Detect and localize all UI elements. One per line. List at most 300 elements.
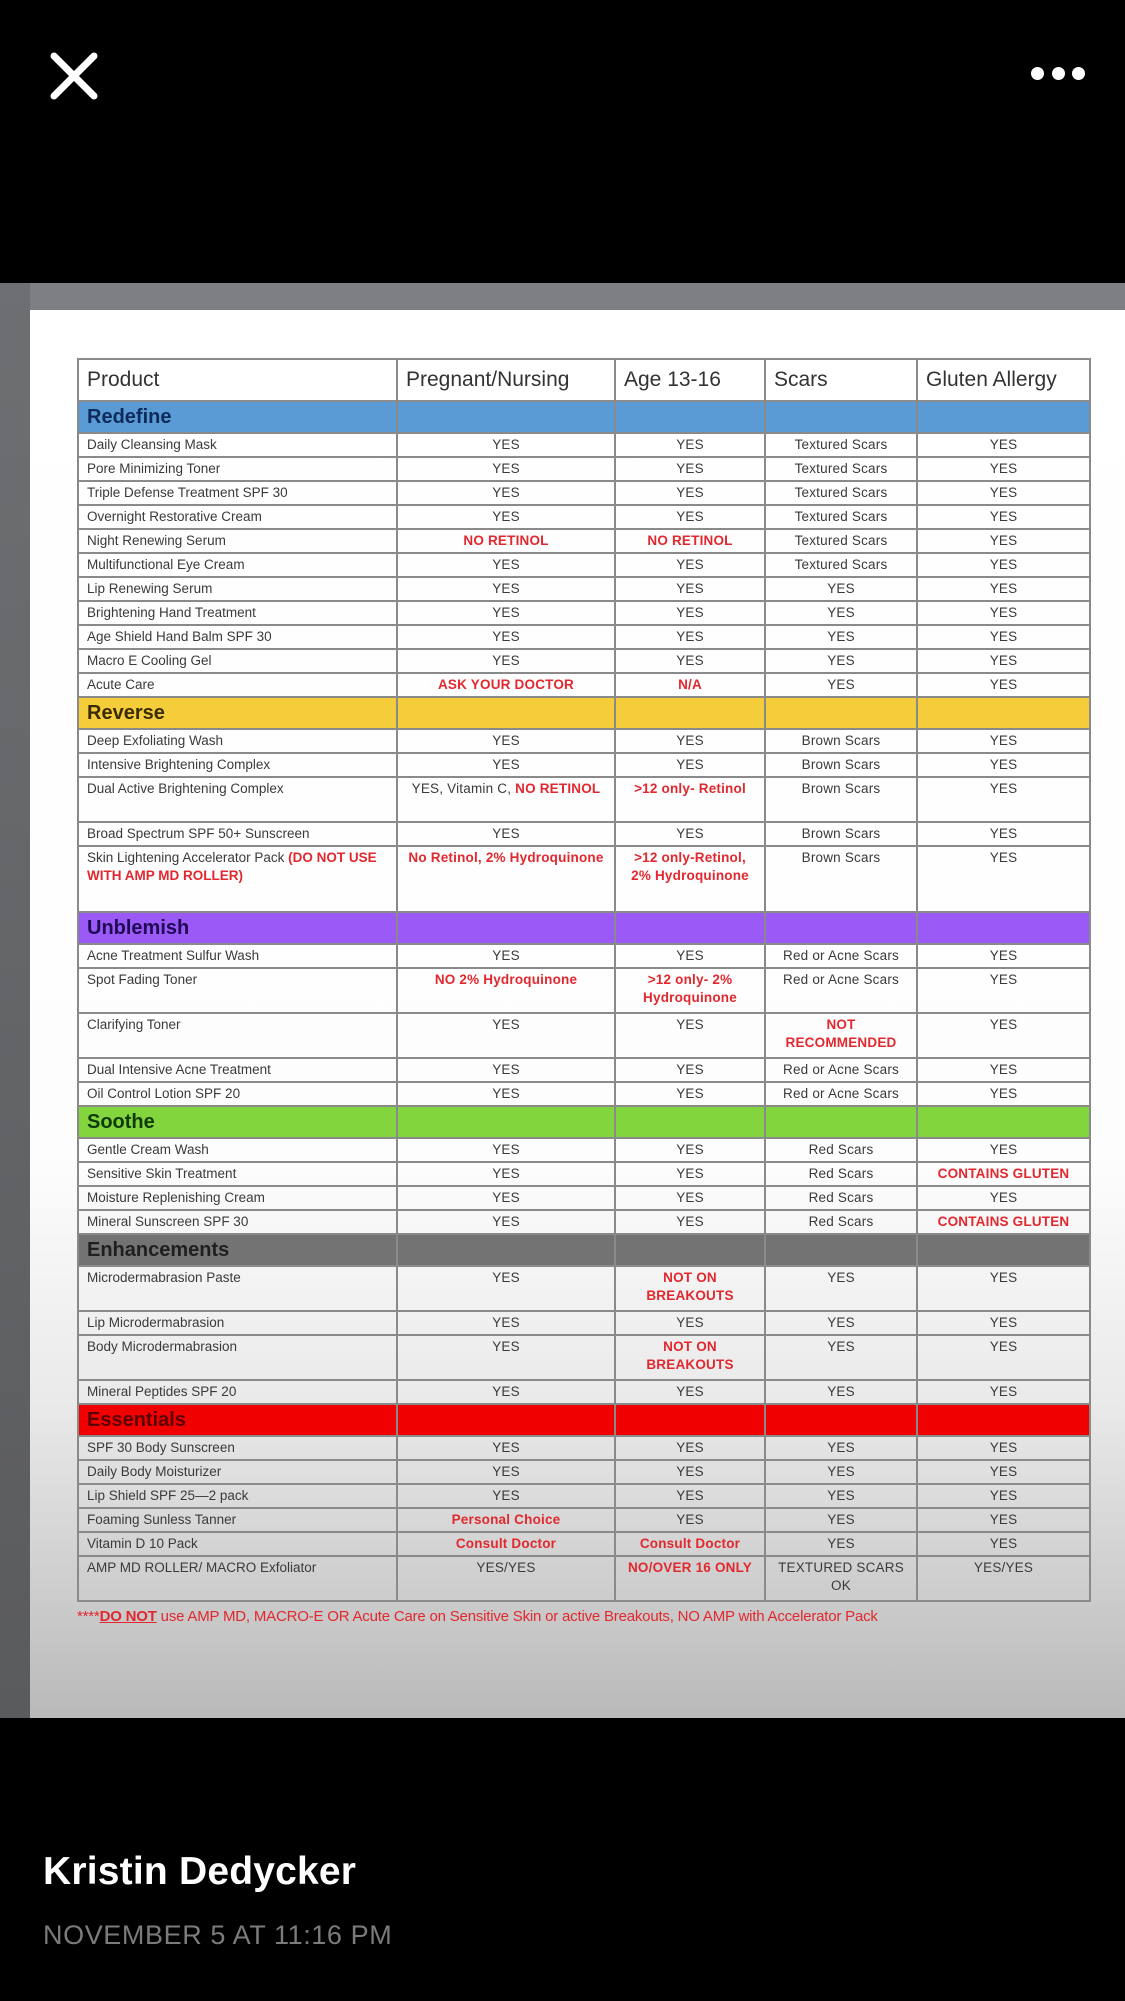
cell-product bbox=[78, 1082, 397, 1106]
section-header-essentials bbox=[78, 1404, 1090, 1436]
cell-age: YES bbox=[615, 577, 765, 601]
section-title: Unblemish bbox=[78, 912, 397, 944]
cell-age: YES bbox=[615, 625, 765, 649]
table-row bbox=[78, 1162, 1090, 1186]
value: YES bbox=[492, 1315, 520, 1330]
value: YES bbox=[492, 629, 520, 644]
cell-gluten-allergy: YES bbox=[917, 1082, 1090, 1106]
product-name: Macro E Cooling Gel bbox=[87, 653, 212, 668]
post-timestamp: NOVEMBER 5 AT 11:16 PM bbox=[43, 1920, 393, 1950]
product-name: Age Shield Hand Balm SPF 30 bbox=[87, 629, 272, 644]
cell-scars: YES bbox=[765, 1532, 917, 1556]
value: NO RETINOL bbox=[515, 781, 601, 796]
cell-gluten-allergy: YES bbox=[917, 553, 1090, 577]
section-fill bbox=[615, 697, 765, 729]
cell-pregnant-nursing bbox=[397, 1532, 615, 1556]
cell-age: >12 only- Retinol bbox=[615, 777, 765, 822]
value: YES bbox=[492, 1086, 520, 1101]
product-name: Daily Body Moisturizer bbox=[87, 1464, 222, 1479]
header-gluten-allergy: Gluten Allergy bbox=[917, 359, 1090, 401]
cell-product bbox=[78, 1484, 397, 1508]
cell-gluten-allergy: YES bbox=[917, 625, 1090, 649]
cell-scars: Textured Scars bbox=[765, 481, 917, 505]
product-name: Daily Cleansing Mask bbox=[87, 437, 217, 452]
cell-age: YES bbox=[615, 457, 765, 481]
section-fill bbox=[397, 1404, 615, 1436]
section-fill bbox=[917, 912, 1090, 944]
table-row bbox=[78, 1556, 1090, 1601]
product-name: Mineral Peptides SPF 20 bbox=[87, 1384, 237, 1399]
cell-age: YES bbox=[615, 553, 765, 577]
cell-scars: YES bbox=[765, 649, 917, 673]
cell-age: YES bbox=[615, 505, 765, 529]
cell-product bbox=[78, 1436, 397, 1460]
table-row bbox=[78, 433, 1090, 457]
cell-pregnant-nursing bbox=[397, 505, 615, 529]
cell-age: YES bbox=[615, 1186, 765, 1210]
cell-age: YES bbox=[615, 1460, 765, 1484]
cell-gluten-allergy: YES bbox=[917, 846, 1090, 912]
section-fill bbox=[397, 697, 615, 729]
value: YES bbox=[492, 1166, 520, 1181]
section-fill bbox=[397, 1106, 615, 1138]
more-horizontal-icon bbox=[1031, 67, 1044, 80]
cell-pregnant-nursing bbox=[397, 553, 615, 577]
product-warning: (DO NOT USE WITH AMP MD ROLLER) bbox=[87, 850, 377, 883]
value: NO RETINOL bbox=[463, 533, 549, 548]
cell-scars: YES bbox=[765, 1460, 917, 1484]
cell-scars: Brown Scars bbox=[765, 846, 917, 912]
product-name: Intensive Brightening Complex bbox=[87, 757, 271, 772]
cell-pregnant-nursing bbox=[397, 1210, 615, 1234]
product-name: Lip Renewing Serum bbox=[87, 581, 213, 596]
table-body bbox=[78, 401, 1090, 1601]
cell-age: >12 only- 2% Hydroquinone bbox=[615, 968, 765, 1013]
cell-gluten-allergy: YES bbox=[917, 601, 1090, 625]
post-caption bbox=[43, 1850, 392, 1951]
cell-product bbox=[78, 1210, 397, 1234]
table-row bbox=[78, 753, 1090, 777]
value: YES bbox=[492, 1142, 520, 1157]
product-name: Skin Lightening Accelerator Pack bbox=[87, 850, 289, 865]
cell-age: YES bbox=[615, 1013, 765, 1058]
cell-scars: Red or Acne Scars bbox=[765, 944, 917, 968]
cell-product bbox=[78, 1508, 397, 1532]
cell-pregnant-nursing bbox=[397, 968, 615, 1013]
cell-gluten-allergy: YES bbox=[917, 577, 1090, 601]
cell-product bbox=[78, 753, 397, 777]
cell-product bbox=[78, 1311, 397, 1335]
table-row bbox=[78, 1138, 1090, 1162]
cell-product bbox=[78, 529, 397, 553]
table-row bbox=[78, 1013, 1090, 1058]
cell-gluten-allergy: YES bbox=[917, 753, 1090, 777]
photo-image[interactable] bbox=[0, 283, 1125, 1718]
table-row bbox=[78, 1082, 1090, 1106]
cell-scars: YES bbox=[765, 1484, 917, 1508]
cell-gluten-allergy: YES bbox=[917, 1380, 1090, 1404]
cell-pregnant-nursing bbox=[397, 1311, 615, 1335]
footnote-text: use AMP MD, MACRO-E OR Acute Care on Sensitive Skin or active Breakouts, NO AMP with Accelerator Pack bbox=[156, 1608, 878, 1625]
value: YES bbox=[492, 509, 520, 524]
cell-pregnant-nursing bbox=[397, 944, 615, 968]
table-row bbox=[78, 601, 1090, 625]
value: YES/YES bbox=[476, 1560, 536, 1575]
cell-product bbox=[78, 577, 397, 601]
value: YES bbox=[492, 757, 520, 772]
cell-pregnant-nursing bbox=[397, 1082, 615, 1106]
cell-product bbox=[78, 968, 397, 1013]
table-row bbox=[78, 577, 1090, 601]
cell-scars: Red Scars bbox=[765, 1138, 917, 1162]
table-row bbox=[78, 729, 1090, 753]
section-title: Redefine bbox=[78, 401, 397, 433]
section-fill bbox=[917, 401, 1090, 433]
cell-pregnant-nursing bbox=[397, 625, 615, 649]
cell-product bbox=[78, 777, 397, 822]
value: YES bbox=[492, 1190, 520, 1205]
cell-scars: Red or Acne Scars bbox=[765, 1058, 917, 1082]
cell-age: YES bbox=[615, 601, 765, 625]
value: YES bbox=[492, 485, 520, 500]
cell-gluten-allergy: YES bbox=[917, 1460, 1090, 1484]
cell-age: YES bbox=[615, 1138, 765, 1162]
product-name: Moisture Replenishing Cream bbox=[87, 1190, 265, 1205]
table-row bbox=[78, 673, 1090, 697]
cell-pregnant-nursing bbox=[397, 673, 615, 697]
value: YES bbox=[492, 1214, 520, 1229]
table-row bbox=[78, 1460, 1090, 1484]
value: YES bbox=[492, 1440, 520, 1455]
table-row bbox=[78, 1508, 1090, 1532]
cell-gluten-allergy: YES bbox=[917, 673, 1090, 697]
cell-product bbox=[78, 1460, 397, 1484]
section-fill bbox=[917, 1404, 1090, 1436]
section-title: Reverse bbox=[78, 697, 397, 729]
cell-pregnant-nursing bbox=[397, 846, 615, 912]
section-fill bbox=[765, 1234, 917, 1266]
cell-scars: Textured Scars bbox=[765, 553, 917, 577]
table-row bbox=[78, 625, 1090, 649]
section-fill bbox=[397, 912, 615, 944]
cell-product bbox=[78, 673, 397, 697]
product-name: Broad Spectrum SPF 50+ Sunscreen bbox=[87, 826, 310, 841]
section-fill bbox=[615, 1234, 765, 1266]
cell-gluten-allergy: YES bbox=[917, 1266, 1090, 1311]
product-name: Night Renewing Serum bbox=[87, 533, 226, 548]
cell-pregnant-nursing bbox=[397, 729, 615, 753]
cell-product bbox=[78, 649, 397, 673]
section-fill bbox=[615, 401, 765, 433]
cell-age: N/A bbox=[615, 673, 765, 697]
cell-gluten-allergy: YES/YES bbox=[917, 1556, 1090, 1601]
value: YES bbox=[492, 1488, 520, 1503]
section-title: Enhancements bbox=[78, 1234, 397, 1266]
cell-pregnant-nursing bbox=[397, 1460, 615, 1484]
table-row bbox=[78, 553, 1090, 577]
cell-gluten-allergy: YES bbox=[917, 968, 1090, 1013]
cell-pregnant-nursing bbox=[397, 649, 615, 673]
cell-scars: YES bbox=[765, 625, 917, 649]
cell-gluten-allergy: YES bbox=[917, 777, 1090, 822]
cell-gluten-allergy: YES bbox=[917, 505, 1090, 529]
value: ASK YOUR DOCTOR bbox=[437, 677, 575, 692]
cell-age: NO/OVER 16 ONLY bbox=[615, 1556, 765, 1601]
viewer-top-bar bbox=[0, 0, 1125, 150]
value: YES bbox=[492, 1062, 520, 1077]
cell-gluten-allergy: YES bbox=[917, 1311, 1090, 1335]
cell-age: YES bbox=[615, 1436, 765, 1460]
table-row bbox=[78, 846, 1090, 912]
value: YES bbox=[492, 437, 520, 452]
cell-scars: Brown Scars bbox=[765, 729, 917, 753]
cell-scars: Brown Scars bbox=[765, 777, 917, 822]
header-age: Age 13-16 bbox=[615, 359, 765, 401]
section-header-redefine bbox=[78, 401, 1090, 433]
cell-scars: YES bbox=[765, 1335, 917, 1380]
cell-product bbox=[78, 1013, 397, 1058]
cell-age: YES bbox=[615, 1484, 765, 1508]
table-row bbox=[78, 649, 1090, 673]
value: YES bbox=[492, 653, 520, 668]
cell-scars: Red Scars bbox=[765, 1210, 917, 1234]
cell-product bbox=[78, 729, 397, 753]
product-table bbox=[77, 358, 1091, 1602]
cell-gluten-allergy: YES bbox=[917, 729, 1090, 753]
table-row bbox=[78, 505, 1090, 529]
close-x-icon bbox=[46, 48, 102, 104]
product-compatibility-chart bbox=[77, 358, 1089, 1625]
cell-pregnant-nursing bbox=[397, 1013, 615, 1058]
cell-age: Consult Doctor bbox=[615, 1532, 765, 1556]
cell-gluten-allergy: YES bbox=[917, 1058, 1090, 1082]
section-fill bbox=[397, 401, 615, 433]
cell-product bbox=[78, 457, 397, 481]
cell-gluten-allergy: YES bbox=[917, 1484, 1090, 1508]
product-name: Mineral Sunscreen SPF 30 bbox=[87, 1214, 249, 1229]
table-row bbox=[78, 1335, 1090, 1380]
table-row bbox=[78, 1532, 1090, 1556]
cell-gluten-allergy: YES bbox=[917, 822, 1090, 846]
more-options-button[interactable] bbox=[1031, 58, 1085, 88]
cell-gluten-allergy: YES bbox=[917, 1186, 1090, 1210]
section-fill bbox=[765, 1404, 917, 1436]
table-row bbox=[78, 1380, 1090, 1404]
cell-product bbox=[78, 625, 397, 649]
cell-scars: YES bbox=[765, 1380, 917, 1404]
cell-age: YES bbox=[615, 1082, 765, 1106]
value: YES bbox=[492, 557, 520, 572]
more-dot bbox=[1052, 67, 1065, 80]
cell-scars: Textured Scars bbox=[765, 505, 917, 529]
cell-product bbox=[78, 822, 397, 846]
document-page bbox=[30, 310, 1125, 1718]
cell-product bbox=[78, 1162, 397, 1186]
cell-age: YES bbox=[615, 1210, 765, 1234]
cell-age: YES bbox=[615, 1380, 765, 1404]
author-name[interactable]: Kristin Dedycker bbox=[43, 1850, 357, 1893]
product-name: Deep Exfoliating Wash bbox=[87, 733, 224, 748]
cell-age: NO RETINOL bbox=[615, 529, 765, 553]
cell-scars: Textured Scars bbox=[765, 529, 917, 553]
product-name: Vitamin D 10 Pack bbox=[87, 1536, 198, 1551]
value: YES bbox=[492, 605, 520, 620]
product-name: Microdermabrasion Paste bbox=[87, 1270, 241, 1285]
cell-product bbox=[78, 1138, 397, 1162]
section-fill bbox=[615, 1404, 765, 1436]
product-name: Foaming Sunless Tanner bbox=[87, 1512, 237, 1527]
cell-pregnant-nursing bbox=[397, 1138, 615, 1162]
cell-pregnant-nursing bbox=[397, 601, 615, 625]
cell-scars: YES bbox=[765, 1311, 917, 1335]
value: YES bbox=[492, 733, 520, 748]
cell-pregnant-nursing bbox=[397, 433, 615, 457]
table-row bbox=[78, 777, 1090, 822]
cell-age: NOT ON BREAKOUTS bbox=[615, 1335, 765, 1380]
table-row bbox=[78, 1210, 1090, 1234]
cell-gluten-allergy: YES bbox=[917, 433, 1090, 457]
section-fill bbox=[765, 401, 917, 433]
cell-scars: Brown Scars bbox=[765, 753, 917, 777]
cell-pregnant-nursing bbox=[397, 1484, 615, 1508]
value: Consult Doctor bbox=[455, 1536, 557, 1551]
section-fill bbox=[765, 697, 917, 729]
cell-pregnant-nursing bbox=[397, 577, 615, 601]
section-fill bbox=[917, 1234, 1090, 1266]
cell-product bbox=[78, 553, 397, 577]
section-header-unblemish bbox=[78, 912, 1090, 944]
cell-pregnant-nursing bbox=[397, 1162, 615, 1186]
product-name: Dual Intensive Acne Treatment bbox=[87, 1062, 271, 1077]
more-dot bbox=[1072, 67, 1085, 80]
product-name: Pore Minimizing Toner bbox=[87, 461, 221, 476]
section-fill bbox=[917, 1106, 1090, 1138]
cell-gluten-allergy: YES bbox=[917, 649, 1090, 673]
cell-age: YES bbox=[615, 822, 765, 846]
value: YES bbox=[492, 1270, 520, 1285]
cell-age: YES bbox=[615, 1508, 765, 1532]
cell-product bbox=[78, 433, 397, 457]
section-fill bbox=[765, 912, 917, 944]
section-header-reverse bbox=[78, 697, 1090, 729]
product-name: Dual Active Brightening Complex bbox=[87, 781, 284, 796]
cell-gluten-allergy: YES bbox=[917, 1532, 1090, 1556]
cell-scars: YES bbox=[765, 1508, 917, 1532]
cell-pregnant-nursing bbox=[397, 1556, 615, 1601]
cell-pregnant-nursing bbox=[397, 457, 615, 481]
cell-scars: Red or Acne Scars bbox=[765, 968, 917, 1013]
cell-age: YES bbox=[615, 433, 765, 457]
product-name: Acute Care bbox=[87, 677, 155, 692]
product-name: Triple Defense Treatment SPF 30 bbox=[87, 485, 288, 500]
cell-product bbox=[78, 944, 397, 968]
cell-scars: YES bbox=[765, 673, 917, 697]
product-name: Lip Shield SPF 25—2 pack bbox=[87, 1488, 249, 1503]
cell-age: NOT ON BREAKOUTS bbox=[615, 1266, 765, 1311]
cell-product bbox=[78, 846, 397, 912]
table-row bbox=[78, 1484, 1090, 1508]
section-title: Essentials bbox=[78, 1404, 397, 1436]
footnote-emphasis: DO NOT bbox=[99, 1608, 157, 1625]
cell-age: YES bbox=[615, 944, 765, 968]
header-product: Product bbox=[78, 359, 397, 401]
product-name: Oil Control Lotion SPF 20 bbox=[87, 1086, 241, 1101]
cell-scars: TEXTURED SCARS OK bbox=[765, 1556, 917, 1601]
cell-pregnant-nursing bbox=[397, 481, 615, 505]
table-row bbox=[78, 1186, 1090, 1210]
product-name: Body Microdermabrasion bbox=[87, 1339, 238, 1354]
section-fill bbox=[765, 1106, 917, 1138]
cell-gluten-allergy: YES bbox=[917, 481, 1090, 505]
value-prefix: YES, Vitamin C, bbox=[411, 781, 516, 796]
value: YES bbox=[492, 1339, 520, 1354]
table-row bbox=[78, 457, 1090, 481]
cell-product bbox=[78, 1380, 397, 1404]
section-header-enhancements bbox=[78, 1234, 1090, 1266]
cell-gluten-allergy: YES bbox=[917, 944, 1090, 968]
cell-scars: YES bbox=[765, 601, 917, 625]
value: YES bbox=[492, 1384, 520, 1399]
value: No Retinol, 2% Hydroquinone bbox=[408, 850, 604, 865]
product-name: Multifunctional Eye Cream bbox=[87, 557, 245, 572]
cell-pregnant-nursing bbox=[397, 529, 615, 553]
table-row bbox=[78, 944, 1090, 968]
cell-scars: YES bbox=[765, 1266, 917, 1311]
table-row bbox=[78, 1436, 1090, 1460]
header-row bbox=[78, 359, 1090, 401]
cell-age: >12 only-Retinol, 2% Hydroquinone bbox=[615, 846, 765, 912]
cell-product bbox=[78, 1335, 397, 1380]
cell-scars: YES bbox=[765, 1436, 917, 1460]
cell-scars: YES bbox=[765, 577, 917, 601]
cell-age: YES bbox=[615, 753, 765, 777]
cell-pregnant-nursing bbox=[397, 822, 615, 846]
product-name: Gentle Cream Wash bbox=[87, 1142, 209, 1157]
product-name: Clarifying Toner bbox=[87, 1017, 181, 1032]
cell-scars: Brown Scars bbox=[765, 822, 917, 846]
section-title: Soothe bbox=[78, 1106, 397, 1138]
header-pregnant-nursing: Pregnant/Nursing bbox=[397, 359, 615, 401]
product-name: Overnight Restorative Cream bbox=[87, 509, 262, 524]
footnote bbox=[77, 1608, 1089, 1625]
value: Personal Choice bbox=[451, 1512, 561, 1527]
cell-product bbox=[78, 1186, 397, 1210]
cell-product bbox=[78, 1266, 397, 1311]
product-name: Lip Microdermabrasion bbox=[87, 1315, 225, 1330]
header-scars: Scars bbox=[765, 359, 917, 401]
cell-age: YES bbox=[615, 729, 765, 753]
cell-scars: Textured Scars bbox=[765, 433, 917, 457]
photo-edge bbox=[0, 283, 30, 1718]
cell-scars: Textured Scars bbox=[765, 457, 917, 481]
table-row bbox=[78, 481, 1090, 505]
close-button[interactable] bbox=[46, 48, 102, 104]
value: YES bbox=[492, 948, 520, 963]
cell-age: YES bbox=[615, 481, 765, 505]
cell-pregnant-nursing bbox=[397, 1508, 615, 1532]
cell-product bbox=[78, 505, 397, 529]
table-row bbox=[78, 529, 1090, 553]
section-header-soothe bbox=[78, 1106, 1090, 1138]
cell-product bbox=[78, 481, 397, 505]
value: YES bbox=[492, 1017, 520, 1032]
footnote-stars: **** bbox=[77, 1608, 100, 1625]
cell-gluten-allergy: YES bbox=[917, 1436, 1090, 1460]
value: YES bbox=[492, 581, 520, 596]
table-row bbox=[78, 1058, 1090, 1082]
cell-scars: Red Scars bbox=[765, 1186, 917, 1210]
cell-gluten-allergy: CONTAINS GLUTEN bbox=[917, 1162, 1090, 1186]
